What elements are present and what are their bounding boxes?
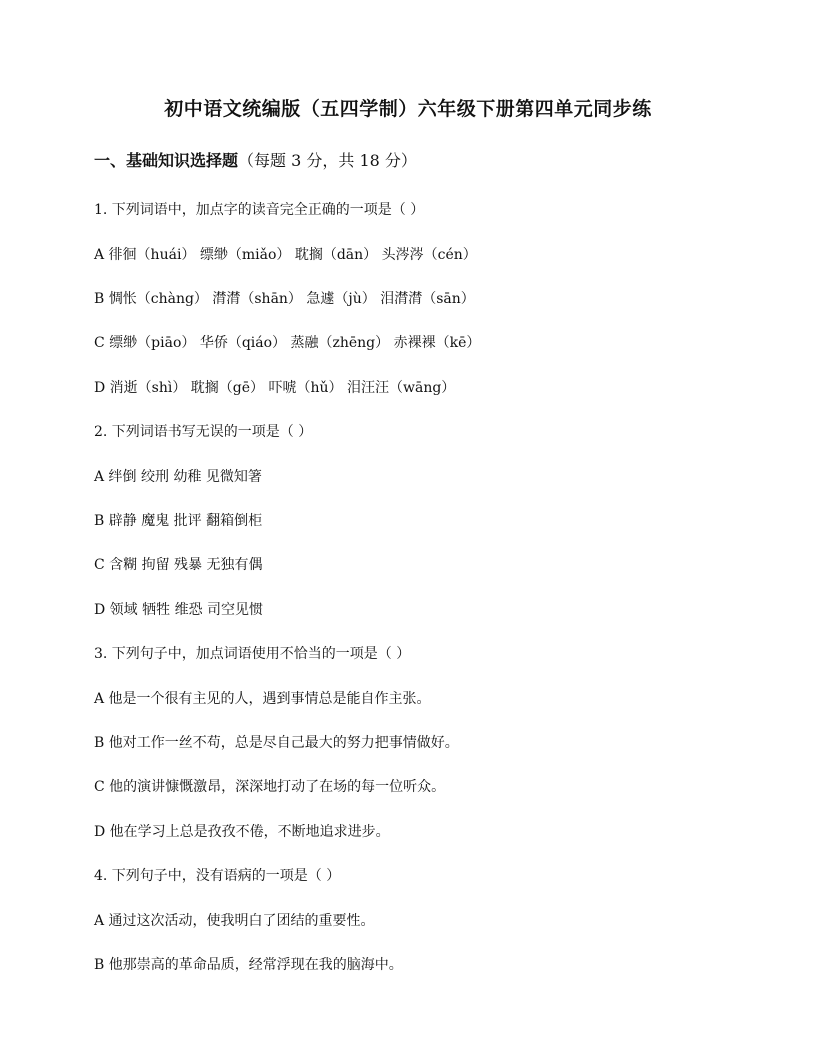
answer-option: C 他的演讲慷慨激昂，深深地打动了在场的每一位听众。	[94, 779, 446, 795]
answer-option: C 缥缈（piāo） 华侨（qiáo） 蒸融（zhēng） 赤裸裸（kē）	[94, 335, 481, 351]
section-heading	[94, 149, 417, 173]
answer-option: C 含糊 拘留 残暴 无独有偶	[94, 557, 263, 573]
answer-option: D 他在学习上总是孜孜不倦，不断地追求进步。	[94, 824, 390, 840]
answer-option: D 消逝（shì） 耽搁（gē） 吓唬（hǔ） 泪汪汪（wāng）	[94, 380, 456, 396]
question-stem: 3. 下列句子中，加点词语使用不恰当的一项是（ ）	[94, 646, 411, 662]
answer-option: A 他是一个很有主见的人，遇到事情总是能自作主张。	[94, 691, 431, 707]
answer-option: A 绊倒 绞刑 幼稚 见微知箸	[94, 469, 262, 485]
question-stem: 1. 下列词语中，加点字的读音完全正确的一项是（ ）	[94, 202, 425, 218]
answer-option: B 辟静 魔鬼 批评 翻箱倒柜	[94, 513, 263, 529]
answer-option: B 他那崇高的革命品质，经常浮现在我的脑海中。	[94, 957, 403, 973]
document-title: 初中语文统编版（五四学制）六年级下册第四单元同步练	[164, 98, 652, 120]
question-stem: 2. 下列词语书写无误的一项是（ ）	[94, 424, 313, 440]
answer-option: A 徘徊（huái） 缥缈（miǎo） 耽搁（dān） 头涔涔（cén）	[94, 247, 477, 263]
answer-option: B 惆怅（chàng） 潸潸（shān） 急遽（jù） 泪潸潸（sān）	[94, 291, 475, 307]
section-heading-note: （每题 3 分，共 18 分）	[238, 151, 417, 170]
section-heading-title: 一、基础知识选择题	[94, 151, 239, 170]
answer-option: B 他对工作一丝不苟，总是尽自己最大的努力把事情做好。	[94, 735, 459, 751]
answer-option: A 通过这次活动，使我明白了团结的重要性。	[94, 913, 375, 929]
question-stem: 4. 下列句子中，没有语病的一项是（ ）	[94, 868, 341, 884]
answer-option: D 领域 牺牲 维恐 司空见惯	[94, 602, 264, 618]
